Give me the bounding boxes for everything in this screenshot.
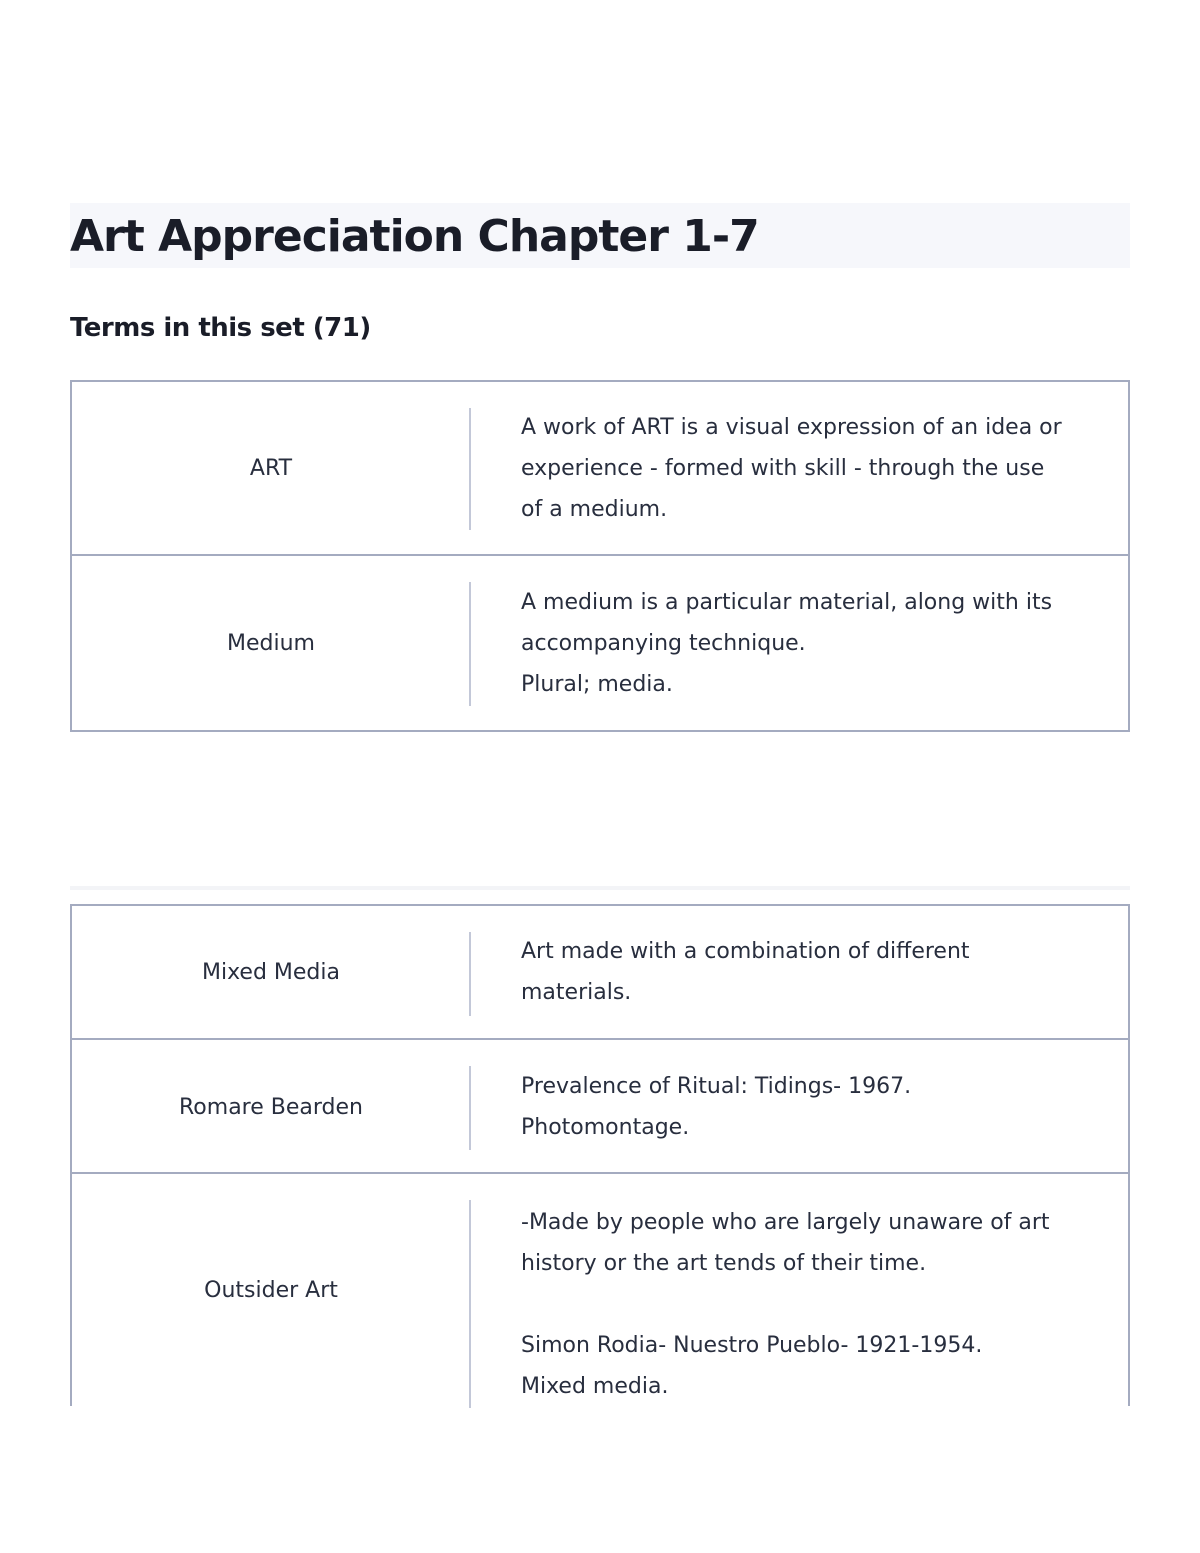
term-text: Mixed Media <box>201 959 340 985</box>
definition-text: -Made by people who are largely unaware of art history or the art tends of their time. Simon Rodia- Nuestro Pueblo- 1921-1954. Mixed media. <box>521 1210 1050 1399</box>
term-card <box>70 1038 1130 1176</box>
card-divider <box>469 1066 471 1150</box>
card-divider <box>469 1200 471 1408</box>
card-divider <box>469 408 471 530</box>
term-text: Outsider Art <box>204 1277 338 1303</box>
card-divider <box>469 582 471 706</box>
term-card <box>70 1172 1130 1406</box>
term-text: Medium <box>227 630 315 656</box>
term-text: ART <box>249 455 293 481</box>
term-card <box>70 554 1130 732</box>
card-divider <box>469 932 471 1016</box>
page-title: Art Appreciation Chapter 1-7 <box>70 211 759 262</box>
term-card <box>70 380 1130 556</box>
terms-count-heading: Terms in this set (71) <box>70 313 371 343</box>
definition-text: A medium is a particular material, along with its accompanying technique. Plural; media. <box>521 589 1053 697</box>
definition-text: Art made with a combination of different materials. <box>521 939 970 1005</box>
term-card <box>70 904 1130 1040</box>
definition-text: A work of ART is a visual expression of an idea or experience - formed with skill - through the use of a medium. <box>521 414 1062 522</box>
definition-text: Prevalence of Ritual: Tidings- 1967. Photomontage. <box>521 1074 912 1140</box>
term-text: Romare Bearden <box>179 1094 363 1120</box>
page-separator <box>70 886 1130 890</box>
